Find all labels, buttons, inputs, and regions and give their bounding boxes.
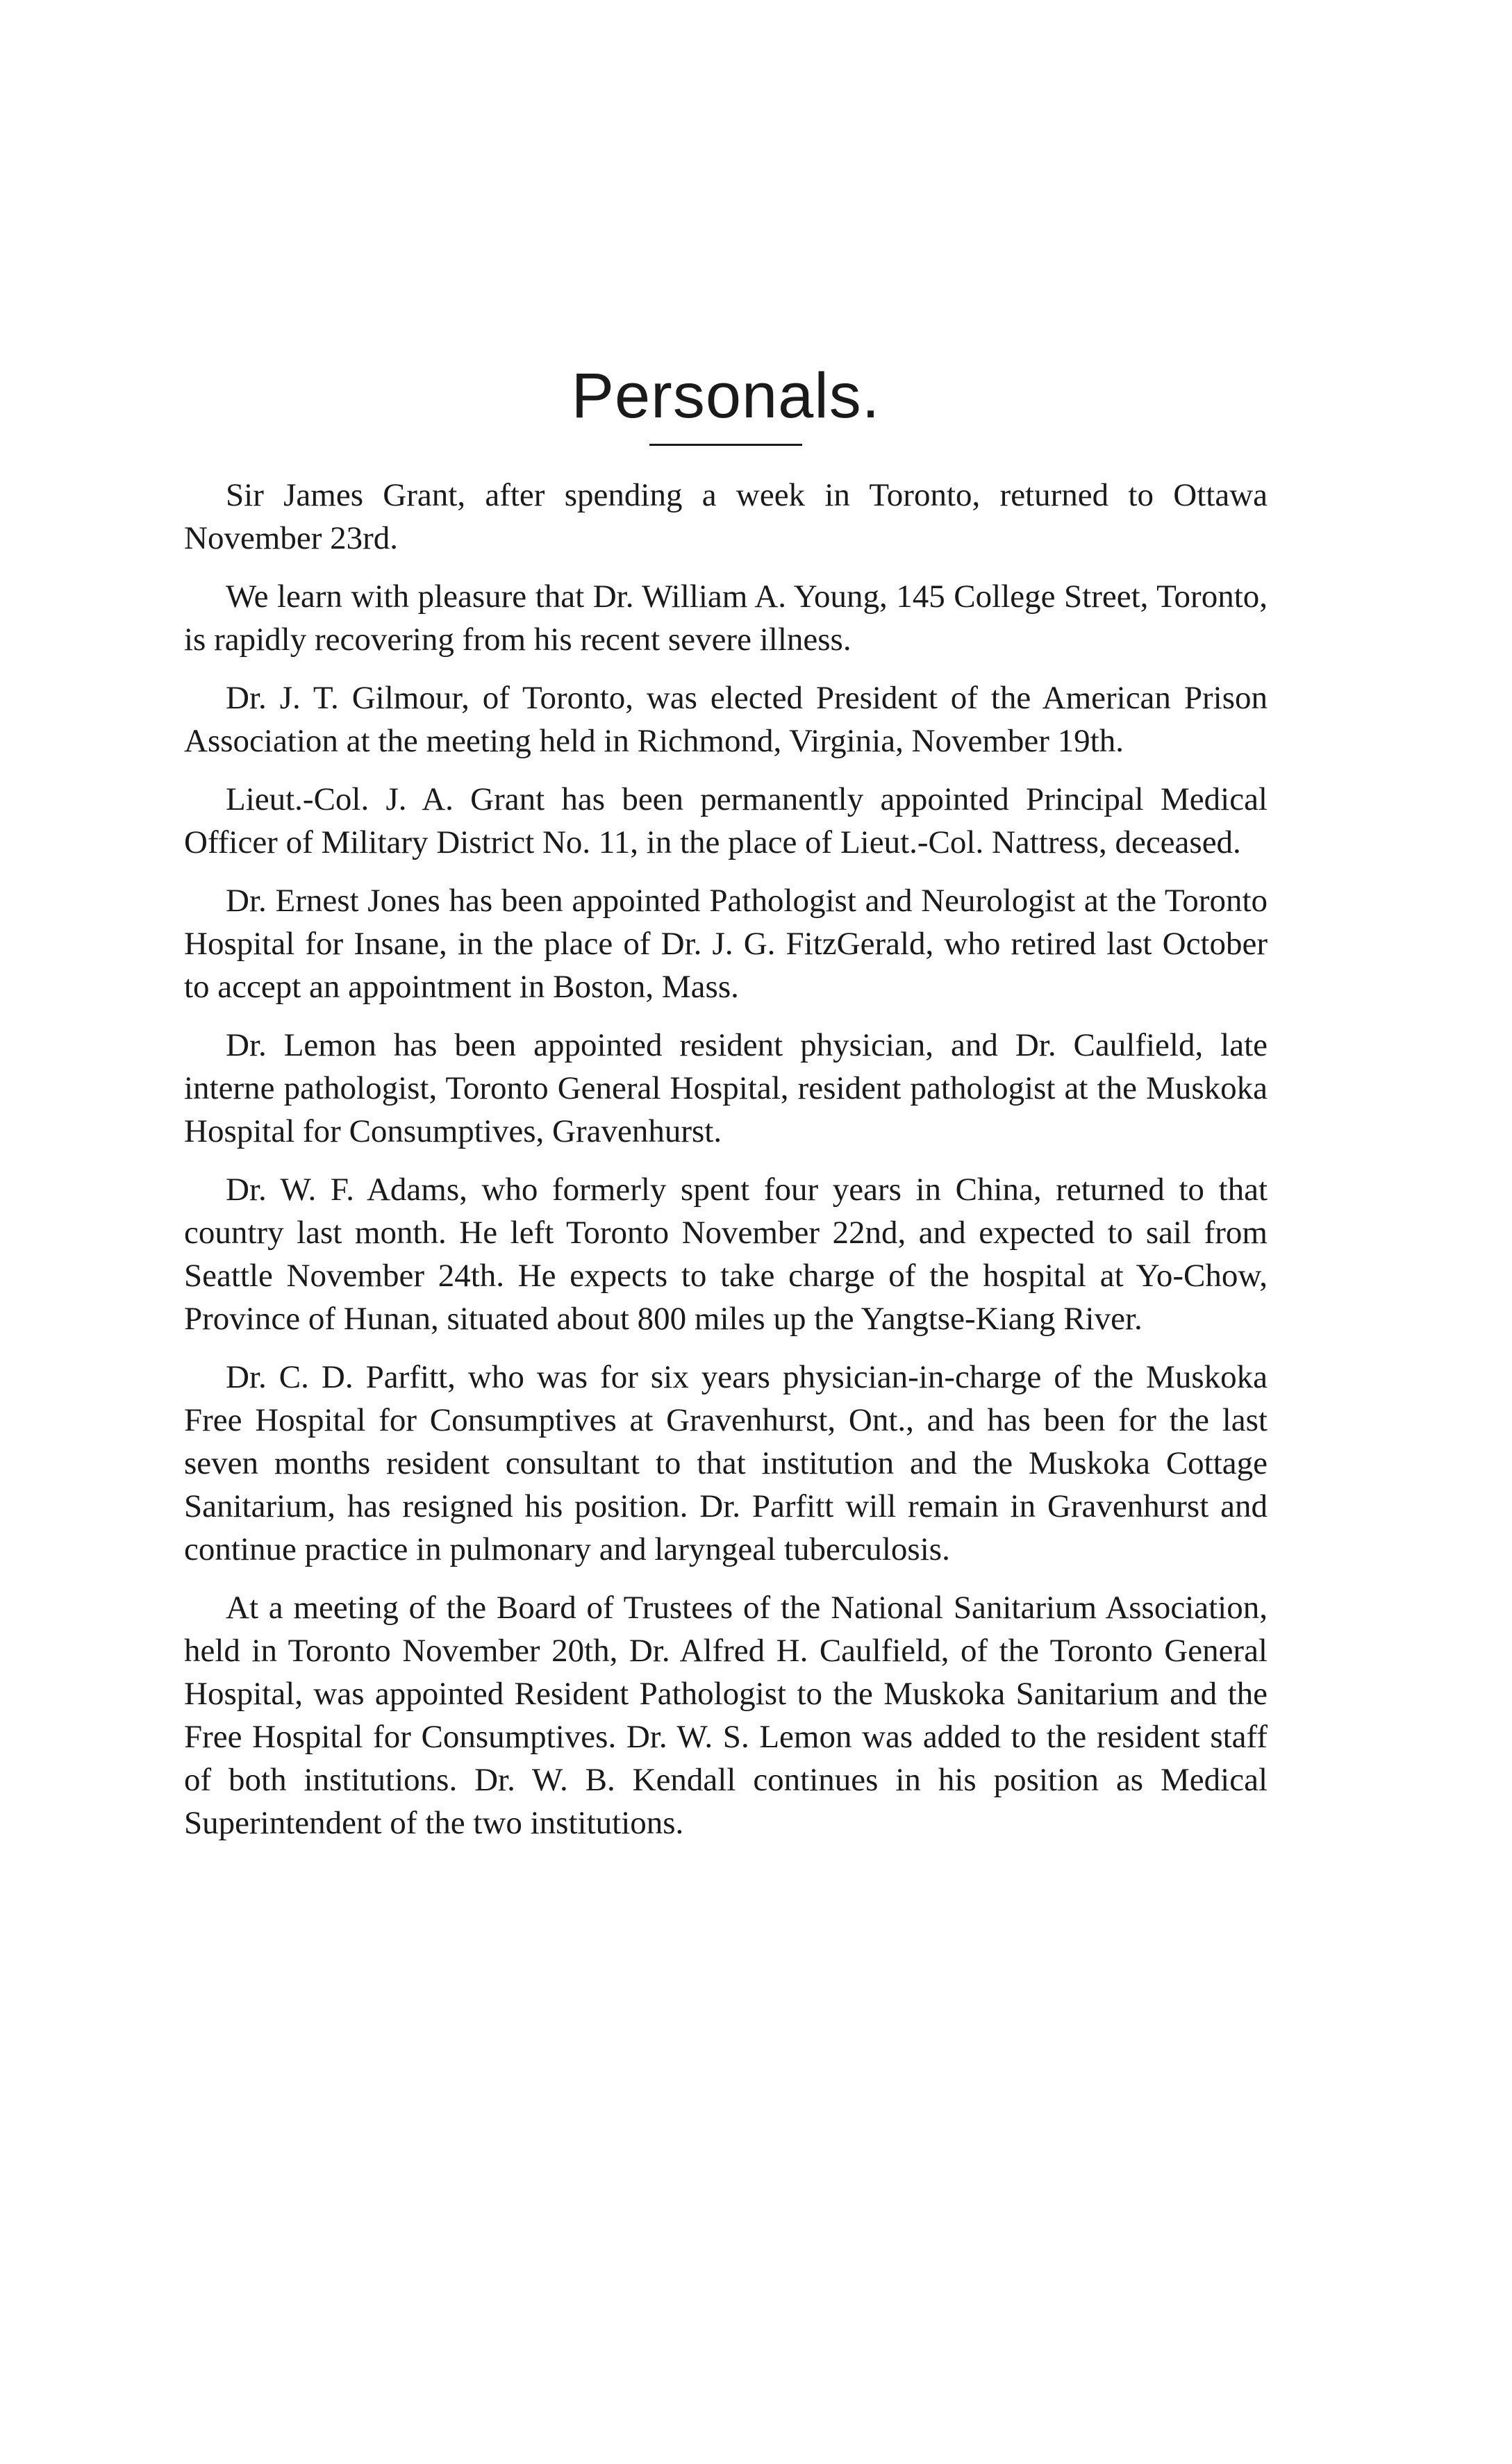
paragraph-board-trustees: At a meeting of the Board of Trustees of the National Sanitarium Association, held in Toronto November 20th, Dr. Alfred H. Caulfield, of the Toronto General Hospital, was appointed Resident Pathologist to the Muskoka Sanitarium and the Free Hospital for Consumptives. Dr. W. S. Lemon was added to the resident staff of both institutions. Dr. W. B. Kendall continues in his position as Medical Superintendent of the two institutions.	[184, 1590, 1268, 1842]
paragraph-parfitt-resigned: Dr. C. D. Parfitt, who was for six years physician-in-charge of the Muskoka Free Hospital for Consumptives at Gravenhurst, Ont., and has been for the last seven months resident consultant to that institution and the Muskoka Cottage Sanitarium, has resigned his position. Dr. Parfitt will remain in Gravenhurst and continue practice in pulmonary and laryngeal tuberculosis.	[184, 1359, 1268, 1568]
paragraph-grant-ottawa: Sir James Grant, after spending a week in Toronto, returned to Ottawa November 23rd.	[184, 477, 1268, 557]
paragraph-grant-appointment: Lieut.-Col. J. A. Grant has been permanently appointed Principal Medical Officer of Military District No. 11, in the place of Lieut.-Col. Nattress, deceased.	[184, 781, 1268, 861]
paragraph-jones-pathologist: Dr. Ernest Jones has been appointed Pathologist and Neurologist at the Toronto Hospital for Insane, in the place of Dr. J. G. FitzGerald, who retired last October to accept an appointment in Boston, Mass.	[184, 883, 1268, 1006]
paragraph-young-recovery: We learn with pleasure that Dr. William A. Young, 145 College Street, Toronto, is rapidly recovering from his recent severe illness.	[184, 578, 1268, 658]
title-rule	[649, 444, 802, 446]
paragraph-lemon-caulfield: Dr. Lemon has been appointed resident physician, and Dr. Caulfield, late interne pathologist, Toronto General Hospital, resident pathologist at the Muskoka Hospital for Consumptives, Gravenhurst.	[184, 1027, 1268, 1150]
paragraph-adams-china: Dr. W. F. Adams, who formerly spent four years in China, returned to that country last month. He left Toronto November 22nd, and expected to sail from Seattle November 24th. He expects to take charge of the hospital at Yo-Chow, Province of Hunan, situated about 800 miles up the Yangtse-Kiang River.	[184, 1172, 1268, 1338]
document-page	[184, 361, 1268, 1860]
page-title: Personals.	[571, 360, 881, 431]
paragraph-gilmour-president: Dr. J. T. Gilmour, of Toronto, was elected President of the American Prison Association at the meeting held in Richmond, Virginia, November 19th.	[184, 680, 1268, 760]
